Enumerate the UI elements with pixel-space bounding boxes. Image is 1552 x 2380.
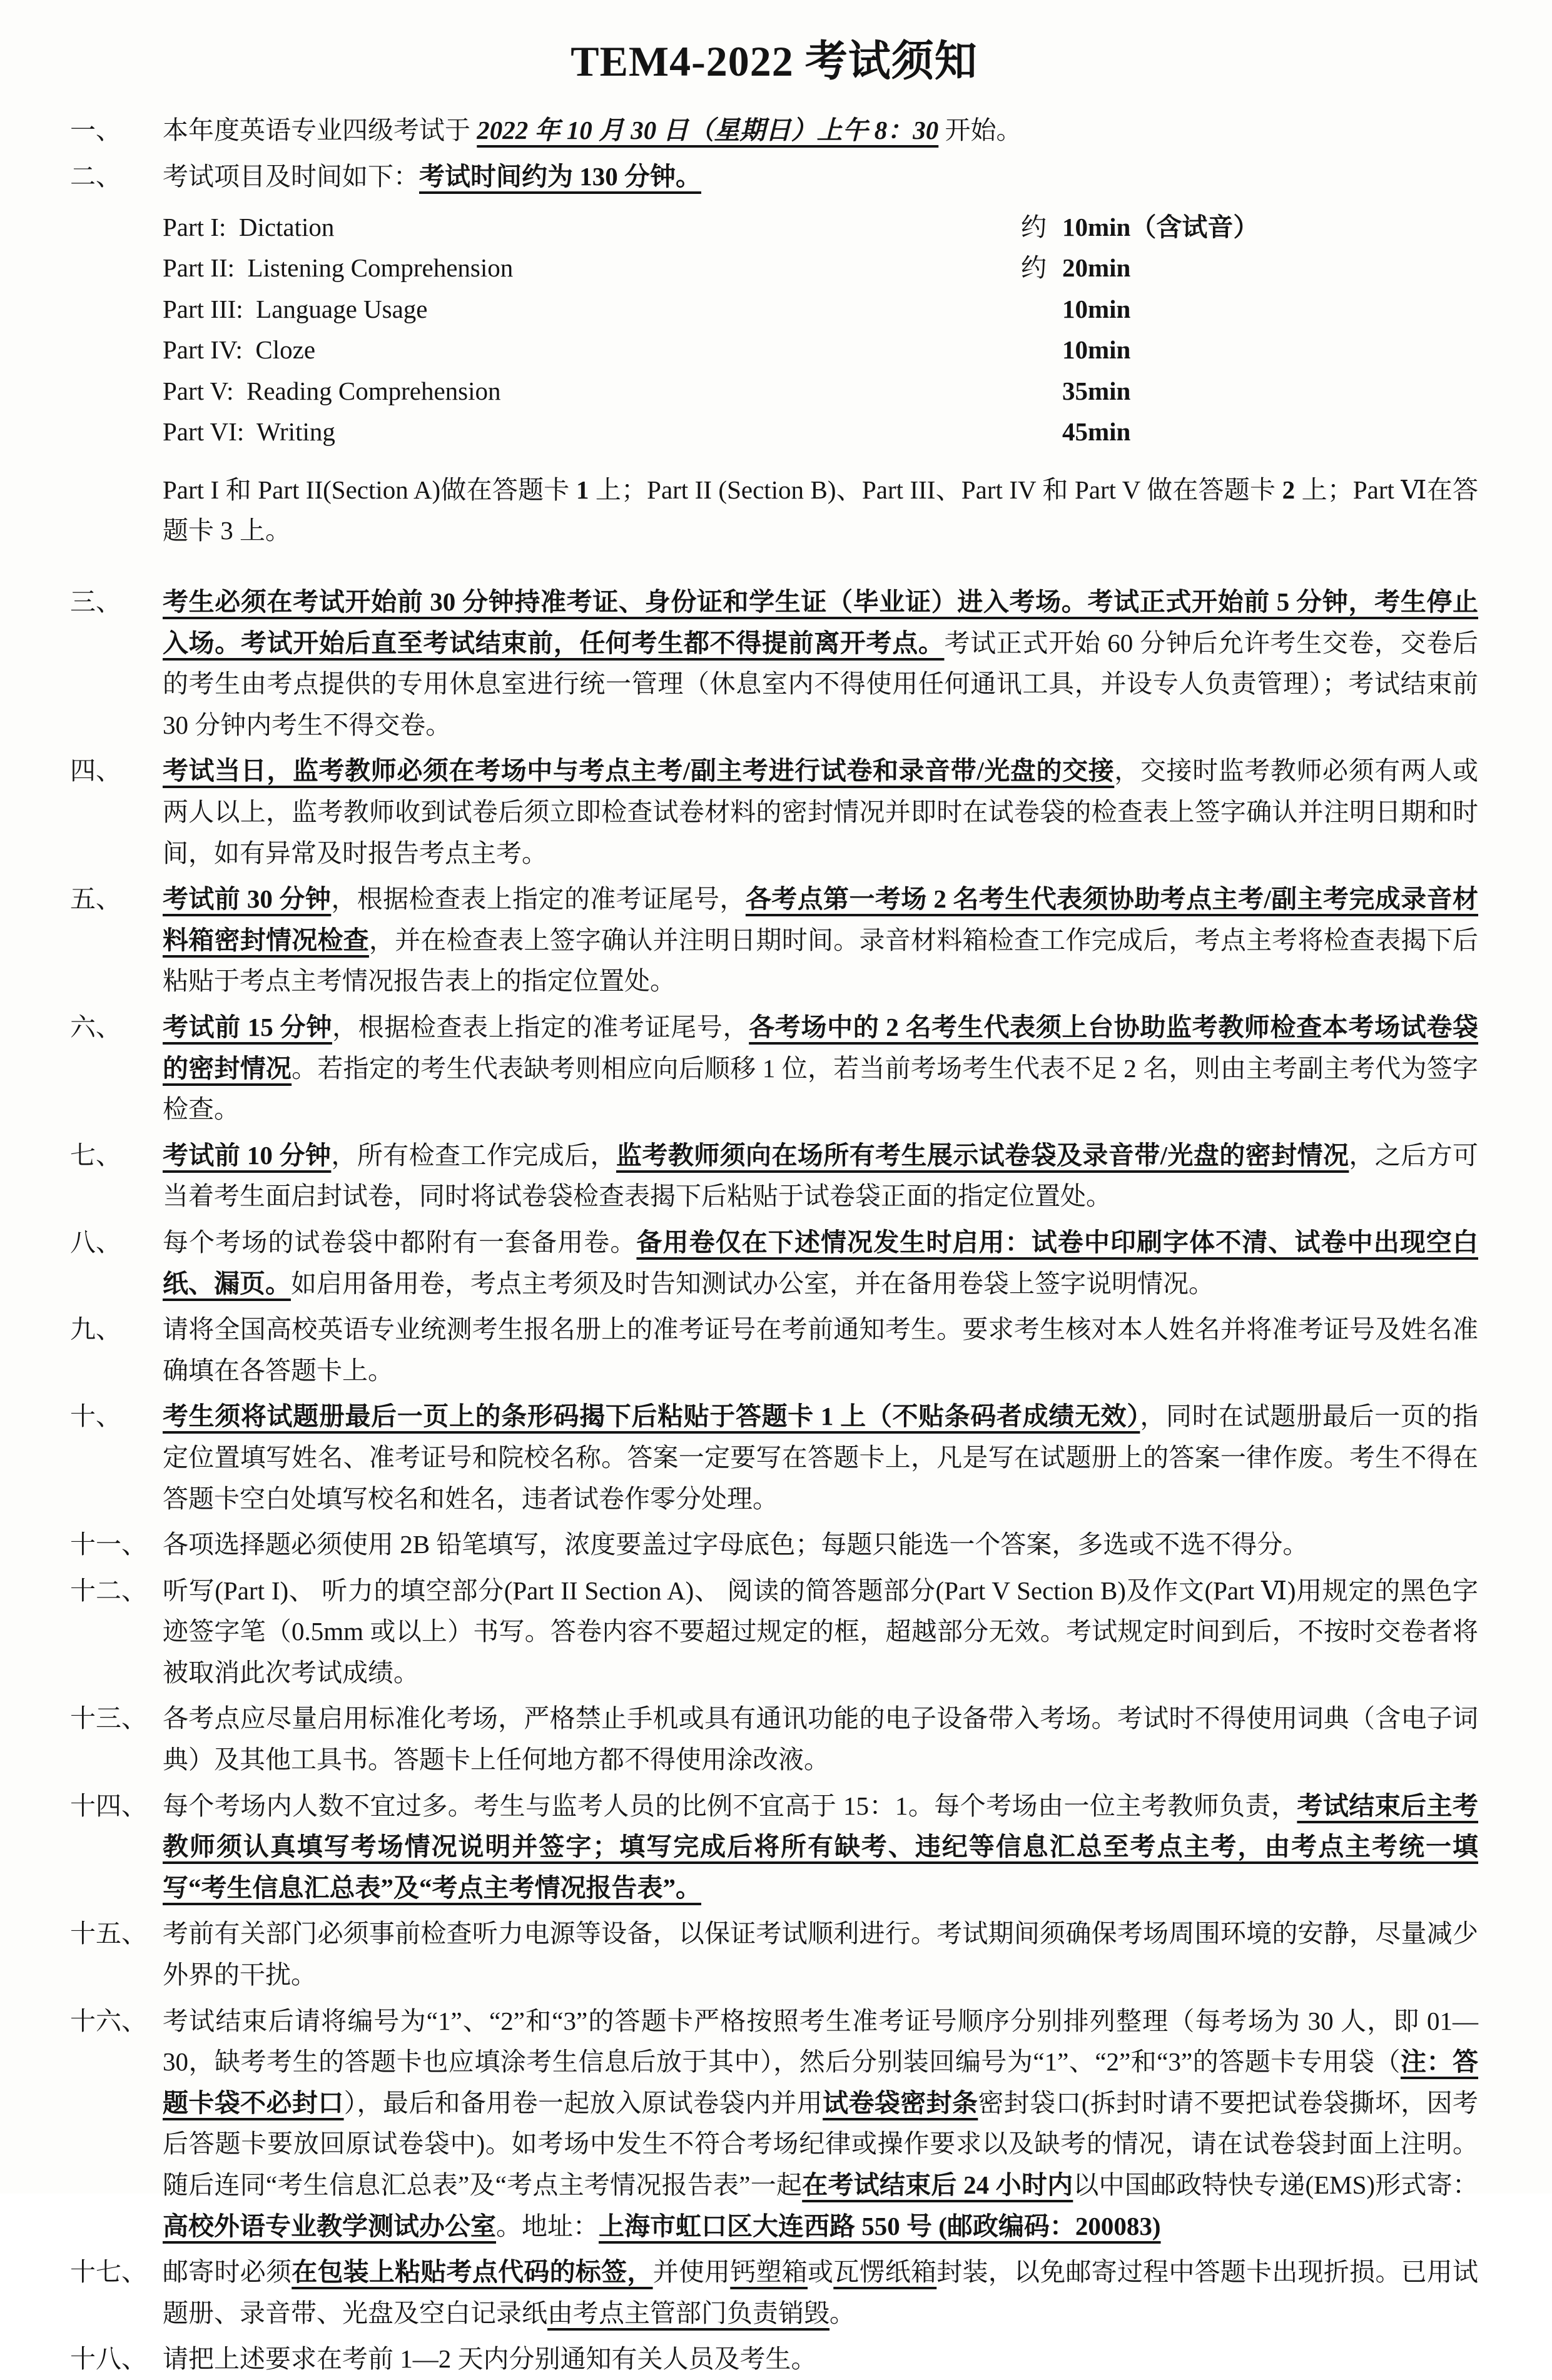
item-number: 三、 [70, 587, 121, 617]
text-segment: 上；Part Ⅵ在答题卡 3 上。 [163, 475, 1478, 545]
text-segment: ，并在检查表上签字确认并注明日期时间。录音材料箱检查工作完成后，考点主考将检查表揭下后粘贴于考点主考情况报告表上的指定位置处。 [163, 925, 1478, 996]
duration-value: 10min（含试音） [1062, 212, 1259, 241]
text-segment: 听写(Part I)、 听力的填空部分(Part II Section A)、 阅读的简答题部分(Part V Section B)及作文(Part Ⅵ)用规定的黑色字迹签字笔（0.5mm 或以上）书写。答卷内容不要超过规定的框，超越部分无效。考试规定时间到后，不按时交卷者将被取消此次考试成绩。 [163, 1576, 1478, 1687]
notice-item [70, 2252, 1478, 2334]
part-name: Part I: Dictation [163, 212, 335, 241]
text-segment: 考试正式开始 60 分钟后允许考生交卷，交卷后的考生由考点提供的专用休息室进行统一管理（休息室内不得使用任何通讯工具，并设专人负责管理）；考试结束前 30 分钟内考生不得交卷。 [163, 628, 1478, 739]
text-segment: 考试结束后主考教师须认真填写考场情况说明并签字；填写完成后将所有缺考、违纪等信息汇总至考点主考，由考点主考统一填写“考生信息汇总表”及“考点主考情况报告表”。 [163, 1791, 1479, 1902]
text-segment: ，所有检查工作完成后， [331, 1140, 616, 1170]
text-segment: 上；Part II (Section B)、Part III、Part IV 和 Part V 做在答题卡 [589, 475, 1282, 504]
duration-value: 35min [1062, 376, 1131, 405]
item-body [163, 2339, 1478, 2380]
notice-item [70, 751, 1478, 874]
item-body [163, 1524, 1478, 1566]
item-body [163, 1222, 1478, 1304]
exam-part-row [163, 208, 1478, 248]
notice-item [70, 1007, 1478, 1130]
notice-item [70, 1786, 1478, 1909]
text-segment: ，之后方可当着考生面启封试卷，同时将试卷袋检查表揭下后粘贴于试卷袋正面的指定位置处。 [163, 1140, 1479, 1211]
text-segment: 封装，以免邮寄过程中答题卡出现折损。已用试题册、录音带、光盘及空白记录纸 [163, 2257, 1479, 2327]
part-duration [1021, 412, 1130, 452]
exam-parts-table [163, 208, 1478, 452]
notice-item [70, 1571, 1478, 1694]
item-number: 四、 [70, 756, 121, 786]
duration-value: 10min [1062, 335, 1131, 365]
text-segment: 考试项目及时间如下： [163, 161, 419, 191]
part-name: Part II: Listening Comprehension [163, 253, 514, 283]
text-segment: 考试前 15 分钟 [163, 1012, 332, 1041]
part-duration [1021, 248, 1130, 288]
item-body [163, 1786, 1478, 1909]
text-segment: ），最后和备用卷一起放入原试卷袋内并用 [343, 2088, 823, 2117]
item-number: 十五、 [70, 1919, 147, 1948]
text-segment: 开始。 [938, 116, 1022, 145]
item-body [163, 879, 1478, 1002]
item-number: 二、 [70, 161, 121, 191]
item-number: 十一、 [70, 1530, 147, 1559]
notice-item [70, 1222, 1478, 1304]
text-segment: ，同时在试题册最后一页的指定位置填写姓名、准考证号和院校名称。答案一定要写在答题卡上，凡是写在试题册上的答案一律作废。考生不得在答题卡空白处填写校名和姓名，违者试卷作零分处理。 [163, 1402, 1479, 1513]
item-number: 十六、 [70, 2006, 147, 2035]
part-duration [1021, 290, 1130, 330]
item-number: 七、 [70, 1140, 121, 1170]
notice-item [70, 1135, 1478, 1217]
text-segment: 各考点应尽量启用标准化考场，严格禁止手机或具有通讯功能的电子设备带入考场。考试时不得使用词典（含电子词典）及其他工具书。答题卡上任何地方都不得使用涂改液。 [163, 1704, 1478, 1775]
text-segment: 各项选择题必须使用 2B 铅笔填写，浓度要盖过字母底色；每题只能选一个答案，多选或不选不得分。 [163, 1530, 1309, 1559]
item-number: 六、 [70, 1012, 121, 1041]
notice-item [70, 110, 1478, 151]
approx-prefix: 约 [1021, 253, 1047, 283]
duration-value: 20min [1062, 253, 1131, 283]
notice-item [70, 2001, 1478, 2247]
item-number: 十三、 [70, 1704, 147, 1733]
text-segment: 考试前 30 分钟 [163, 884, 332, 914]
text-segment: 密封袋口(拆封时请不要把试卷袋撕坏，因考后答题卡要放回原试卷袋中)。如考场中发生不符合考场纪律或操作要求以及缺考的情况，请在试卷袋封面上注明。随后连同“考生信息汇总表”及“考点主考情况报告表”一起 [163, 2088, 1479, 2200]
text-segment: 或 [808, 2257, 834, 2287]
item-body [163, 2252, 1478, 2334]
text-segment: 在包装上粘贴考点代码的标签， [292, 2257, 653, 2287]
notice-item-list [70, 110, 1478, 2380]
text-segment: 考试前 10 分钟 [163, 1140, 332, 1170]
answer-sheet-note [163, 470, 1478, 552]
text-segment: 考试时间约为 130 分钟。 [419, 161, 701, 191]
item-number: 五、 [70, 884, 121, 914]
text-segment: 由考点主管部门负责销毁 [547, 2298, 829, 2327]
part-name: Part III: Language Usage [163, 294, 428, 323]
exam-part-row [163, 248, 1478, 288]
text-segment: 每个考场内人数不宜过多。考生与监考人员的比例不宜高于 15：1。每个考场由一位主考教师负责， [163, 1791, 1297, 1820]
text-segment: 2022 年 10 月 30 日（星期日）上午 8：30 [477, 116, 939, 145]
text-segment: 试卷袋密封条 [823, 2088, 978, 2117]
duration-value: 10min [1062, 294, 1131, 323]
notice-item [70, 156, 1478, 577]
part-name: Part VI: Writing [163, 417, 335, 447]
text-segment: 考试结束后请将编号为“1”、“2”和“3”的答题卡严格按照考生准考证号顺序分别排列整理（每考场为 30 人，即 01—30，缺考考生的答题卡也应填涂考生信息后放于其中），然后分别装回编号为“1”、“2”和“3”的答题卡专用袋（ [163, 2006, 1478, 2077]
item-body [163, 2001, 1478, 2247]
text-segment: 本年度英语专业四级考试于 [163, 116, 477, 145]
notice-item [70, 1913, 1478, 1995]
document-title: TEM4-2022 考试须知 [571, 38, 978, 85]
text-segment: 注：答题卡袋不必封口 [163, 2047, 1479, 2117]
text-segment: 备用卷仅在下述情况发生时启用：试卷中印刷字体不清、试卷中出现空白纸、漏页。 [163, 1227, 1478, 1298]
approx-prefix: 约 [1021, 212, 1047, 241]
part-duration [1021, 330, 1130, 370]
text-segment: 。若指定的考生代表缺考则相应向后顺移 1 位，若当前考场考生代表不足 2 名，则由主考副主考代为签字检查。 [163, 1053, 1478, 1124]
exam-part-row [163, 290, 1478, 330]
exam-part-row [163, 412, 1478, 452]
text-segment: 考生须将试题册最后一页上的条形码揭下后粘贴于答题卡 1 上（不贴条码者成绩无效） [163, 1402, 1140, 1431]
text-segment: 上海市虹口区大连西路 550 号 (邮政编码：200083) [599, 2211, 1161, 2241]
item-number: 八、 [70, 1227, 121, 1257]
notice-item [70, 1524, 1478, 1566]
item-number: 十二、 [70, 1576, 147, 1605]
item-number: 一、 [70, 116, 121, 145]
text-segment: 考前有关部门必须事前检查听力电源等设备，以保证考试顺利进行。考试期间须确保考场周围环境的安静，尽量减少外界的干扰。 [163, 1919, 1478, 1990]
item-body [163, 156, 1478, 577]
notice-item [70, 1309, 1478, 1391]
text-segment: ，根据检查表上指定的准考证尾号， [332, 1012, 749, 1041]
text-segment: 各考点第一考场 2 名考生代表须协助考点主考/副主考完成录音材料箱密封情况检查 [163, 884, 1479, 955]
text-segment: 并使用 [652, 2257, 731, 2287]
notice-item [70, 879, 1478, 1002]
item-body [163, 1396, 1478, 1519]
text-segment: 在考试结束后 24 小时内 [802, 2170, 1073, 2200]
text-segment: 监考教师须向在场所有考生展示试卷袋及录音带/光盘的密封情况 [616, 1140, 1349, 1170]
part-duration [1021, 372, 1130, 412]
item-body [163, 1698, 1478, 1780]
item-body [163, 1309, 1478, 1391]
item-body [163, 110, 1478, 151]
text-segment: 高校外语专业教学测试办公室 [163, 2211, 496, 2241]
exam-part-row [163, 330, 1478, 370]
text-segment: 。地址： [496, 2211, 599, 2241]
text-segment: 邮寄时必须 [163, 2257, 292, 2287]
item-body [163, 582, 1478, 746]
text-segment: 钙塑箱 [730, 2257, 808, 2287]
item-number: 九、 [70, 1315, 121, 1344]
notice-item [70, 2339, 1478, 2380]
part-name: Part V: Reading Comprehension [163, 376, 501, 405]
text-segment: 各考场中的 2 名考生代表须上台协助监考教师检查本考场试卷袋的密封情况 [163, 1012, 1479, 1083]
notice-item [70, 1396, 1478, 1519]
text-segment: 瓦愣纸箱 [833, 2257, 937, 2287]
item-number: 十、 [70, 1402, 121, 1431]
part-name: Part IV: Cloze [163, 335, 316, 365]
item-body [163, 1913, 1478, 1995]
text-segment: 如启用备用卷，考点主考须及时告知测试办公室，并在备用卷袋上签字说明情况。 [291, 1268, 1214, 1298]
text-segment: 请将全国高校英语专业统测考生报名册上的准考证号在考前通知考生。要求考生核对本人姓名并将准考证号及姓名准确填在各答题卡上。 [163, 1315, 1478, 1385]
text-segment: Part I 和 Part II(Section A)做在答题卡 [163, 475, 576, 504]
text-segment: 考生必须在考试开始前 30 分钟持准考证、身份证和学生证（毕业证）进入考场。考试正式开始前 5 分钟，考生停止入场。考试开始后直至考试结束前，任何考生都不得提前离开考点。 [163, 587, 1478, 657]
item-number: 十八、 [70, 2344, 147, 2374]
text-segment: 。 [829, 2298, 855, 2327]
item-body [163, 1007, 1478, 1130]
notice-item [70, 582, 1478, 746]
text-segment: 每个考场的试卷袋中都附有一套备用卷。 [163, 1227, 637, 1257]
item-body [163, 751, 1478, 874]
text-segment: 请把上述要求在考前 1—2 天内分别通知有关人员及考生。 [163, 2344, 817, 2374]
text-segment: 以中国邮政特快专递(EMS)形式寄： [1073, 2170, 1479, 2200]
text-segment: 1 [576, 475, 589, 504]
duration-value: 45min [1062, 417, 1131, 447]
exam-part-row [163, 372, 1478, 412]
part-duration [1021, 208, 1259, 248]
text-segment: ，根据检查表上指定的准考证尾号， [331, 884, 746, 914]
text-segment: 2 [1282, 475, 1296, 504]
text-segment: 考试当日，监考教师必须在考场中与考点主考/副主考进行试卷和录音带/光盘的交接 [163, 756, 1115, 786]
item-number: 十四、 [70, 1791, 147, 1820]
item-body [163, 1135, 1478, 1217]
item-number: 十七、 [70, 2257, 147, 2287]
text-segment: ，交接时监考教师必须有两人或两人以上，监考教师收到试卷后须立即检查试卷材料的密封情况并即时在试卷袋的检查表上签字确认并注明日期和时间，如有异常及时报告考点主考。 [163, 756, 1478, 868]
notice-item [70, 1698, 1478, 1780]
item-body [163, 1571, 1478, 1694]
